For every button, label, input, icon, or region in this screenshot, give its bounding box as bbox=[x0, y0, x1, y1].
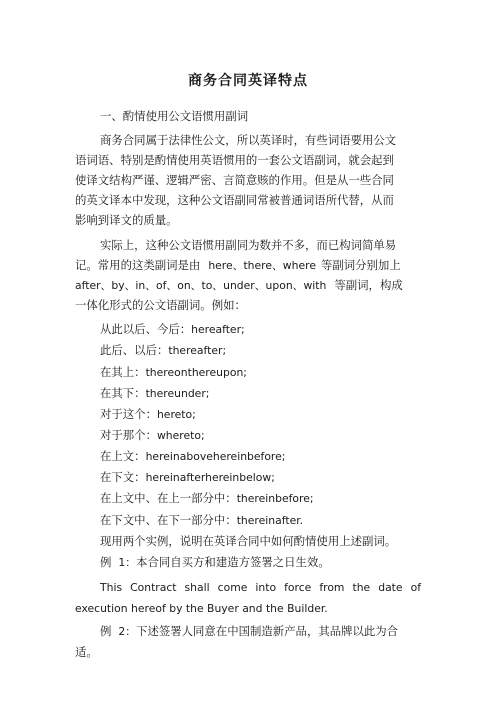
example-1-line bbox=[100, 554, 421, 571]
example-1-label: 例 bbox=[100, 555, 112, 569]
example-1-text: 本合同自买方和建造方签署之日生效。 bbox=[136, 555, 330, 569]
paragraph-1-line-4: 的英文译本中发现，这种公文语副同常被普通词语所代替，从而 bbox=[75, 193, 394, 207]
example-item: 对于这个：hereto; bbox=[100, 407, 196, 421]
example-item: 在上文中、在上一部分中：thereinbefore; bbox=[100, 491, 314, 505]
example-item: 在下文：hereinafterhereinbelow; bbox=[100, 470, 275, 484]
example-item: 在下文中、在下一部分中：thereinafter. bbox=[100, 513, 304, 527]
example-1-english-line-1: This Contract shall come into force from the date of bbox=[100, 581, 421, 594]
paragraph-2-line-2-cn2: 等副词分别加上 bbox=[320, 258, 401, 272]
example-2-number: 2： bbox=[118, 625, 137, 638]
example-2-line bbox=[100, 623, 421, 640]
paragraph-2-line-2-en: here、there、where bbox=[208, 259, 316, 272]
paragraph-1-line-2: 语词语、特别是酌情使用英语惯用的一套公文语副词，就会起到 bbox=[75, 153, 394, 167]
paragraph-2-line-3-en: after、by、in、of、on、to、under、upon、with bbox=[75, 279, 327, 292]
example-item: 在其下：thereunder; bbox=[100, 386, 210, 400]
paragraph-2-line-1: 实际上，这种公文语惯用副同为数并不多，而已构词简单易 bbox=[100, 238, 397, 252]
example-item: 在上文：hereinabovehereinbefore; bbox=[100, 449, 286, 463]
example-item: 对于那个：whereto; bbox=[100, 428, 205, 442]
paragraph-2-line-4: 一体化形式的公文语副词。例如： bbox=[75, 298, 246, 312]
paragraph-3: 现用两个实例，说明在英译合同中如何酌情使用上述副词。 bbox=[100, 534, 397, 548]
paragraph-1-line-5: 影响到译文的质量。 bbox=[75, 213, 178, 227]
example-item: 从此以后、今后：hereafter; bbox=[100, 322, 245, 336]
example-item: 此后、以后：thereafter; bbox=[100, 343, 227, 357]
example-2-line-2: 适。 bbox=[75, 645, 98, 659]
example-2-text: 下述签署人同意在中国制造新产品，其品牌以此为合 bbox=[136, 624, 399, 638]
section-heading: 一、酌情使用公文语惯用副词 bbox=[100, 109, 249, 123]
paragraph-2-line-3 bbox=[75, 277, 421, 294]
paragraph-2-line-2-cn: 记。常用的这类副词是由 bbox=[75, 258, 201, 272]
document-title: 商务合同英译特点 bbox=[188, 73, 308, 89]
example-1-english-line-2: execution hereof by the Buyer and the Builder. bbox=[75, 602, 328, 615]
paragraph-1-line-3: 使译文结构严谨、逻辑严密、言简意赅的作用。但是从一些合同 bbox=[75, 173, 394, 187]
example-item: 在其上：thereonthereupon; bbox=[100, 365, 247, 379]
paragraph-2-line-2 bbox=[75, 257, 421, 274]
example-1-number: 1： bbox=[118, 556, 137, 569]
example-2-label: 例 bbox=[100, 624, 112, 638]
paragraph-1-line-1: 商务合同属于法律性公文，所以英译时，有些词语要用公文 bbox=[100, 133, 397, 147]
paragraph-2-line-3-cn: 等副词，构成 bbox=[334, 278, 403, 292]
